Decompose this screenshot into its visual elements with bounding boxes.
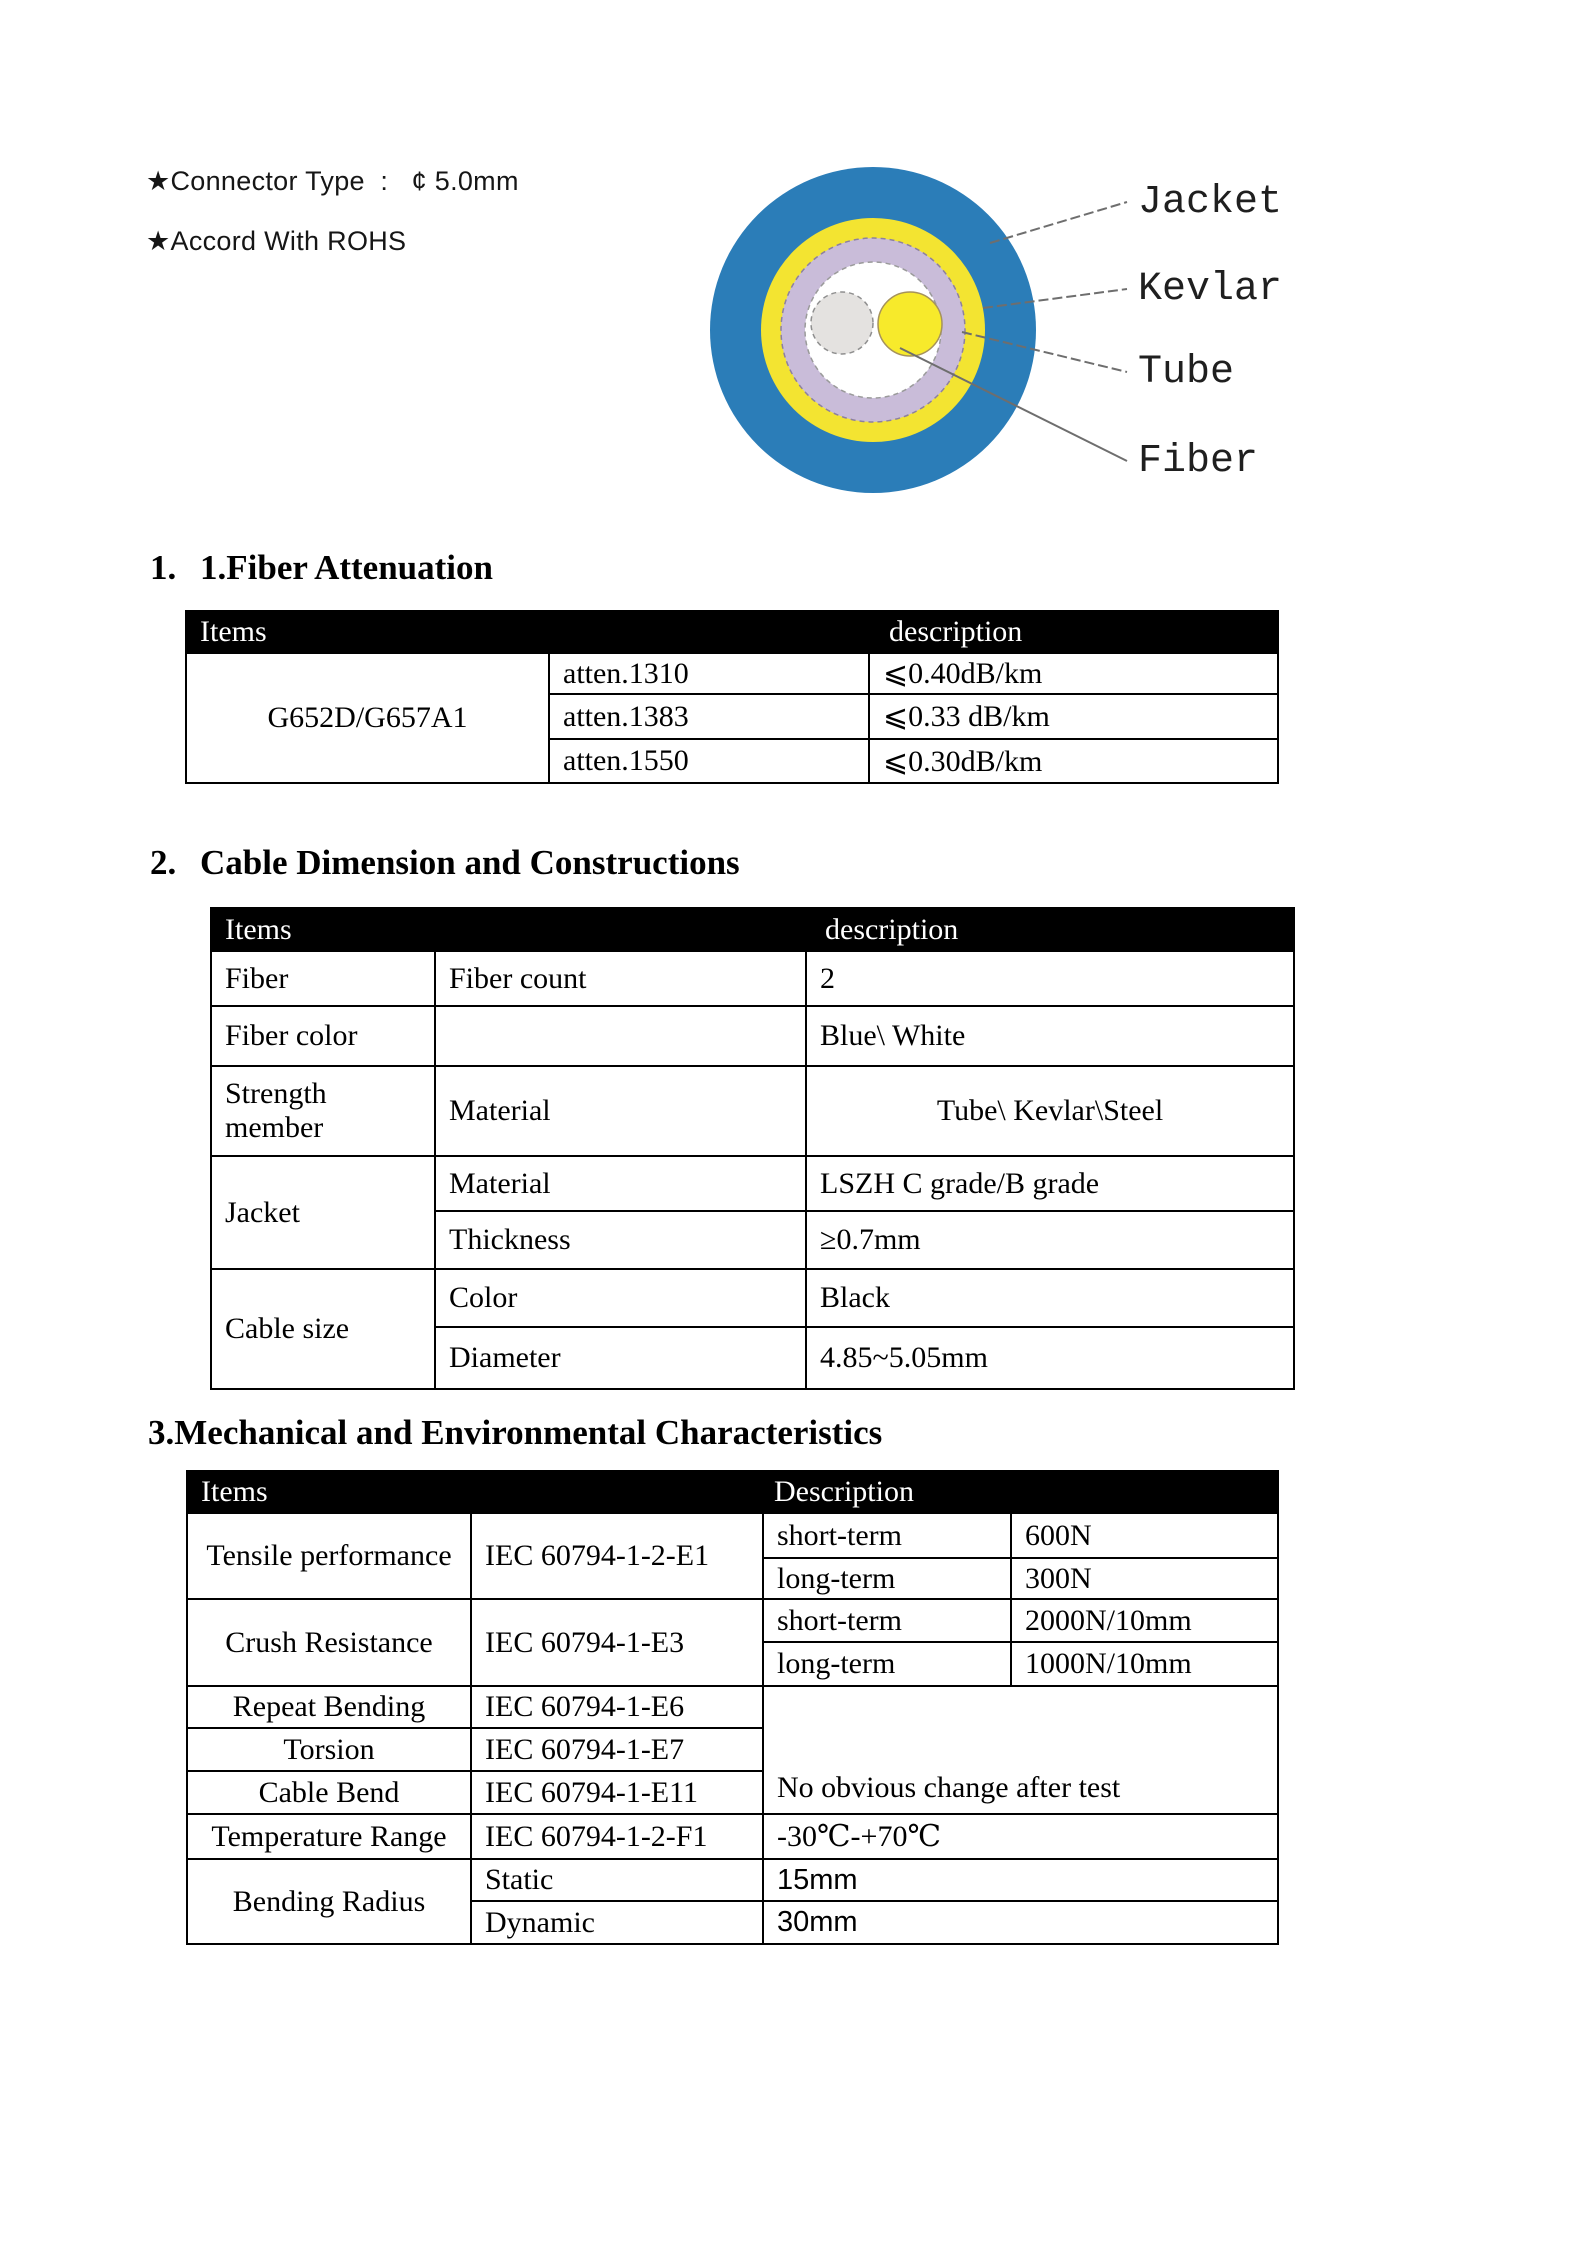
t3-term-cell: short-term [763,1513,1011,1558]
fiber-attenuation-table [185,610,1279,784]
t2-items-header: Items [211,908,435,951]
t2-item-cell: Jacket [211,1156,435,1269]
mechanical-characteristics-table [186,1470,1279,1945]
t3-header-spacer [471,1471,763,1513]
fiber-white-circle [811,292,873,354]
t3-item-cell: Repeat Bending [187,1686,471,1728]
t1-value-cell: ⩽0.40dB/km [869,653,1278,694]
t3-item-cell: Cable Bend [187,1771,471,1814]
t3-item-cell: Temperature Range [187,1814,471,1859]
t3-standard-cell: IEC 60794-1-2-E1 [471,1513,763,1599]
table-row [187,1814,1278,1859]
table-row [187,1513,1278,1558]
table-row [187,1686,1278,1728]
table-row [211,1066,1294,1156]
t2-value-cell: Blue\ White [806,1006,1294,1066]
t2-param-cell: Diameter [435,1327,806,1389]
section-1-title: 1.Fiber Attenuation [200,548,493,587]
t3-standard-cell: IEC 60794-1-E7 [471,1728,763,1771]
t3-value-cell: 300N [1011,1558,1278,1599]
t3-standard-cell: IEC 60794-1-E11 [471,1771,763,1814]
t1-header-spacer [549,611,869,653]
t2-item-cell: Fiber color [211,1006,435,1066]
t3-term-cell: short-term [763,1599,1011,1642]
t2-param-cell: Material [435,1156,806,1211]
table-row [211,1006,1294,1066]
t3-merged-result-cell: No obvious change after test [763,1686,1278,1814]
table-row [211,1156,1294,1211]
t3-value-cell: 600N [1011,1513,1278,1558]
t2-item-cell: Strength member [211,1066,435,1156]
t1-param-cell: atten.1310 [549,653,869,694]
t3-standard-cell: IEC 60794-1-E3 [471,1599,763,1686]
t3-value-cell: 15mm [763,1859,1278,1901]
cable-dimension-table [210,907,1295,1390]
table-row [211,951,1294,1006]
t2-item-cell: Cable size [211,1269,435,1389]
t1-fiber-grade-cell: G652D/G657A1 [186,653,549,783]
t2-value-cell: 4.85~5.05mm [806,1327,1294,1389]
section-2-title: Cable Dimension and Constructions [200,843,740,882]
table-row [187,1599,1278,1642]
jacket-leader-line [990,202,1127,243]
t3-value-cell: -30℃-+70℃ [763,1814,1278,1859]
t1-items-header: Items [186,611,549,653]
cable-cross-section-diagram [690,120,1340,520]
table-row [211,1269,1294,1327]
fiber-label: Fiber [1138,439,1259,484]
t3-item-cell: Bending Radius [187,1859,471,1944]
section-3-title: 3.Mechanical and Environmental Characteristics [148,1413,883,1452]
tube-label: Tube [1138,350,1235,395]
t3-term-cell: Dynamic [471,1901,763,1944]
t1-param-cell: atten.1383 [549,694,869,739]
fiber-blue-circle [878,292,942,356]
t2-param-cell: Thickness [435,1211,806,1269]
t2-item-cell: Fiber [211,951,435,1006]
t3-item-cell: Torsion [187,1728,471,1771]
t2-header-spacer [435,908,806,951]
section-1-number: 1. [150,548,177,587]
t2-value-cell: 2 [806,951,1294,1006]
t2-param-cell: Color [435,1269,806,1327]
section-1-heading [150,548,493,588]
t1-description-header: description [869,611,1278,653]
t3-value-cell: 2000N/10mm [1011,1599,1278,1642]
t2-value-cell: Black [806,1269,1294,1327]
rohs-line: ★Accord With ROHS [146,226,407,256]
t3-term-cell: long-term [763,1642,1011,1686]
table-row [186,653,1278,694]
jacket-label: Jacket [1138,180,1283,225]
t2-param-cell: Fiber count [435,951,806,1006]
t1-value-cell: ⩽0.30dB/km [869,739,1278,783]
t3-standard-cell: IEC 60794-1-E6 [471,1686,763,1728]
t2-description-header: description [806,908,1294,951]
t2-value-cell: LSZH C grade/B grade [806,1156,1294,1211]
section-2-heading [150,843,740,883]
t3-standard-cell: IEC 60794-1-2-F1 [471,1814,763,1859]
t1-value-cell: ⩽0.33 dB/km [869,694,1278,739]
kevlar-label: Kevlar [1138,267,1283,312]
t3-items-header: Items [187,1471,471,1513]
table-row [187,1859,1278,1901]
t3-term-cell: Static [471,1859,763,1901]
t3-header-spacer2 [1011,1471,1278,1513]
t2-value-cell: Tube\ Kevlar\Steel [806,1066,1294,1156]
t2-param-cell [435,1006,806,1066]
t3-term-cell: long-term [763,1558,1011,1599]
t1-param-cell: atten.1550 [549,739,869,783]
connector-type-line: ★Connector Type : ¢ 5.0mm [146,166,519,196]
t3-item-cell: Crush Resistance [187,1599,471,1686]
section-3-heading [148,1413,882,1453]
t2-param-cell: Material [435,1066,806,1156]
t2-value-cell: ≥0.7mm [806,1211,1294,1269]
t3-description-header: Description [763,1471,1011,1513]
t3-value-cell: 30mm [763,1901,1278,1944]
t3-item-cell: Tensile performance [187,1513,471,1599]
t3-value-cell: 1000N/10mm [1011,1642,1278,1686]
section-2-number: 2. [150,843,177,882]
